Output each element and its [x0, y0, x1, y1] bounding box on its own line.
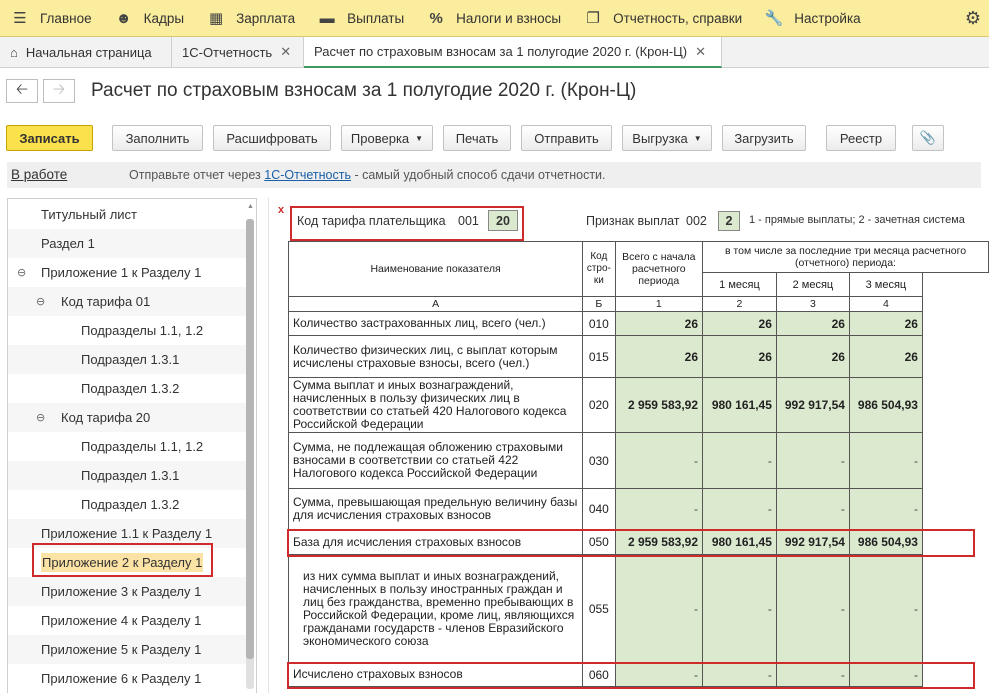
header-month-2: 2 месяц — [776, 273, 849, 297]
cell-value[interactable]: 2 959 583,92 — [615, 530, 702, 555]
tree-item-appendix-1-1[interactable]: Приложение 1.1 к Разделу 1 — [8, 519, 246, 548]
collapse-icon[interactable]: ⊖ — [17, 267, 27, 279]
cell-value[interactable]: 2 959 583,92 — [615, 378, 702, 433]
table-row — [289, 312, 989, 336]
cell-value[interactable]: - — [615, 555, 702, 663]
tab-insurance-report[interactable]: Расчет по страховым взносам за 1 полугодие 2020 г. (Крон-Ц) ✕ — [304, 37, 722, 68]
caret-down-icon: ▼ — [693, 133, 702, 143]
row-code: 015 — [583, 336, 615, 378]
tree-item-subsection-1-3-1[interactable]: Подраздел 1.3.1 — [8, 461, 246, 490]
load-button[interactable]: Загрузить — [722, 125, 806, 151]
check-dropdown[interactable]: Проверка ▼ — [341, 125, 433, 151]
cell-value[interactable]: - — [703, 663, 777, 687]
decode-button[interactable]: Расшифровать — [213, 125, 331, 151]
header-total: Всего с начала расчетного периода — [615, 242, 702, 297]
tree-item-subsection-1-3-1[interactable]: Подраздел 1.3.1 — [8, 345, 246, 374]
cell-value[interactable]: - — [703, 433, 777, 489]
arrow-left-icon: 🡠 — [15, 80, 29, 98]
column-letter: 1 — [615, 297, 702, 312]
cell-value[interactable]: 26 — [776, 312, 849, 336]
table-row — [289, 530, 989, 555]
cell-value[interactable]: - — [615, 489, 702, 530]
cell-value[interactable]: - — [703, 555, 777, 663]
row-code: 010 — [583, 312, 615, 336]
table-row — [289, 378, 989, 433]
tree-item-subsections-1-1-1-2[interactable]: Подразделы 1.1, 1.2 — [81, 439, 204, 454]
tab-home[interactable]: ⌂ Начальная страница — [0, 37, 172, 67]
tree-item-appendix-2[interactable]: Приложение 2 к Разделу 1 — [42, 555, 203, 570]
row-code: 055 — [583, 555, 615, 663]
close-icon[interactable]: ✕ — [280, 44, 292, 59]
header-code: Код стро-ки — [583, 242, 615, 297]
percent-icon: % — [429, 9, 443, 27]
cell-value[interactable]: 992 917,54 — [776, 378, 849, 433]
tree-item-title-page[interactable]: Титульный лист — [41, 207, 138, 222]
row-name: Сумма, не подлежащая обложению страховыми взносами в соответствии со статьей 422 Налогового кодекса Российской Федерации — [289, 433, 583, 489]
collapse-icon[interactable]: ⊖ — [36, 412, 46, 424]
row-code: 050 — [583, 530, 615, 555]
tab-1c-reporting[interactable]: 1С-Отчетность ✕ — [172, 37, 304, 67]
save-button[interactable]: Записать — [6, 125, 93, 151]
reports-icon: ❐ — [586, 10, 600, 27]
top-menu — [0, 0, 989, 37]
page-title: Расчет по страховым взносам за 1 полугодие 2020 г. (Крон-Ц) — [91, 80, 637, 101]
report-table — [288, 241, 989, 687]
scrollbar-thumb[interactable] — [246, 219, 254, 659]
row-code: 020 — [583, 378, 615, 433]
cell-value[interactable]: 992 917,54 — [776, 530, 849, 555]
column-letter: 4 — [849, 297, 922, 312]
collapse-icon[interactable]: ⊖ — [36, 296, 46, 308]
menu-taxes[interactable]: % Налоги и взносы — [416, 0, 573, 37]
row-code: 060 — [583, 663, 615, 687]
menu-icon: ☰ — [13, 10, 27, 27]
wallet-icon: ▬ — [319, 9, 335, 27]
calculator-icon: ▦ — [208, 10, 224, 27]
tab-bar — [0, 37, 989, 68]
cell-value[interactable]: - — [615, 663, 702, 687]
gear-icon[interactable]: ⚙ — [964, 8, 981, 28]
table-row — [289, 336, 989, 378]
registry-button[interactable]: Реестр — [826, 125, 896, 151]
table-row — [289, 555, 989, 663]
column-letter: Б — [583, 297, 615, 312]
row-name: Сумма, превышающая предельную величину базы для исчисления страховых взносов — [289, 489, 583, 530]
header-name: Наименование показателя — [289, 242, 583, 297]
row-name: Количество застрахованных лиц, всего (чел.) — [289, 312, 583, 336]
info-text: Отправьте отчет через 1С-Отчетность - самый удобный способ сдачи отчетности. — [129, 168, 606, 182]
cell-value[interactable]: - — [849, 489, 922, 530]
row-name: Количество физических лиц, с выплат которым исчислены страховые взносы, всего (чел.) — [289, 336, 583, 378]
cell-value[interactable]: 980 161,45 — [703, 378, 777, 433]
menu-payments[interactable]: ▬ Выплаты — [307, 0, 416, 37]
row-code: 030 — [583, 433, 615, 489]
column-letter: А — [289, 297, 583, 312]
cell-value[interactable]: 26 — [849, 336, 922, 378]
row-name: Исчислено страховых взносов — [289, 663, 583, 687]
header-month-1: 1 месяц — [703, 273, 777, 297]
wrench-icon: 🔧 — [764, 10, 784, 27]
tree-item-section-1[interactable]: Раздел 1 — [8, 229, 246, 258]
print-button[interactable]: Печать — [443, 125, 511, 151]
cell-value[interactable]: - — [849, 663, 922, 687]
info-bar — [7, 162, 981, 188]
cell-value[interactable]: - — [776, 433, 849, 489]
table-row — [289, 433, 989, 489]
tree-item-appendix-5[interactable]: Приложение 5 к Разделу 1 — [8, 635, 246, 664]
cell-value[interactable]: - — [615, 433, 702, 489]
header-month-3: 3 месяц — [849, 273, 922, 297]
send-button[interactable]: Отправить — [521, 125, 612, 151]
tree-item-tariff-01[interactable]: ⊖ Код тарифа 01 — [8, 287, 246, 316]
close-icon[interactable]: ✕ — [695, 43, 706, 59]
sections-tree — [7, 198, 257, 693]
attach-button[interactable] — [912, 125, 944, 151]
tree-item-subsections-1-1-1-2[interactable]: Подразделы 1.1, 1.2 — [81, 323, 204, 338]
header-last-three-months: в том числе за последние три месяца расчетного (отчетного) периода: — [703, 242, 989, 273]
people-icon: ☻ — [115, 9, 132, 27]
cell-value[interactable]: - — [703, 489, 777, 530]
row-name: из них сумма выплат и иных вознаграждений, начисленных в пользу иностранных граждан и лиц без гражданства, временно пребывающих в Российской Федерации, кроме лиц, являющихся гражданами государств - членов Евразийского экономического союза — [289, 555, 583, 663]
tree-item-subsection-1-3-2[interactable]: Подраздел 1.3.2 — [81, 381, 180, 396]
status-link[interactable]: В работе — [11, 167, 68, 182]
menu-main[interactable]: ☰ Главное — [0, 0, 104, 37]
menu-reports[interactable]: ❐ Отчетность, справки — [573, 0, 754, 37]
row-name: Сумма выплат и иных вознаграждений, начисленных в пользу физических лиц в соответствии со статьей 420 Налогового кодекса Российской Федерации — [289, 378, 583, 433]
cell-value[interactable]: - — [849, 555, 922, 663]
cell-value[interactable]: - — [776, 489, 849, 530]
tariff-line-code: 001 — [458, 214, 479, 228]
table-row — [289, 663, 989, 687]
cell-value[interactable]: 986 504,93 — [849, 378, 922, 433]
back-button[interactable] — [6, 79, 38, 103]
fill-button[interactable]: Заполнить — [112, 125, 203, 151]
cell-value[interactable]: 980 161,45 — [703, 530, 777, 555]
home-icon: ⌂ — [10, 44, 18, 60]
cell-value[interactable]: 26 — [703, 336, 777, 378]
payment-sign-note: 1 - прямые выплаты; 2 - зачетная система — [749, 214, 965, 226]
arrow-right-icon: 🡢 — [52, 80, 66, 98]
paperclip-icon: 📎 — [919, 130, 937, 145]
caret-down-icon: ▼ — [415, 133, 424, 143]
tree-item-tariff-20[interactable]: ⊖ Код тарифа 20 — [8, 403, 246, 432]
cell-value[interactable]: 986 504,93 — [849, 530, 922, 555]
cell-value[interactable]: - — [776, 663, 849, 687]
table-row — [289, 489, 989, 530]
cell-value[interactable]: 26 — [849, 312, 922, 336]
cell-value[interactable]: 26 — [615, 336, 702, 378]
1c-reporting-link[interactable]: 1С-Отчетность — [264, 168, 351, 182]
payment-sign-label: Признак выплат — [586, 214, 680, 228]
cell-value[interactable]: 26 — [703, 312, 777, 336]
tariff-code-field[interactable]: 20 — [488, 210, 518, 231]
tree-item-appendix-1[interactable]: ⊖ Приложение 1 к Разделу 1 — [17, 265, 202, 280]
cell-value[interactable]: - — [776, 555, 849, 663]
forward-button[interactable] — [43, 79, 75, 103]
payment-sign-line-code: 002 — [686, 214, 707, 228]
tree-item-appendix-3[interactable]: Приложение 3 к Разделу 1 — [8, 577, 246, 606]
row-code: 040 — [583, 489, 615, 530]
row-name: База для исчисления страховых взносов — [289, 530, 583, 555]
tree-item-subsection-1-3-2[interactable]: Подраздел 1.3.2 — [81, 497, 180, 512]
close-marker-icon: x — [278, 204, 285, 216]
menu-salary[interactable]: ▦ Зарплата — [196, 0, 307, 37]
menu-hr[interactable]: ☻ Кадры — [104, 0, 196, 37]
scroll-up-icon[interactable]: ▲ — [247, 203, 254, 210]
column-letter: 3 — [776, 297, 849, 312]
tree-item-appendix-4[interactable]: Приложение 4 к Разделу 1 — [41, 613, 202, 628]
cell-value[interactable]: - — [849, 433, 922, 489]
export-dropdown[interactable]: Выгрузка ▼ — [622, 125, 712, 151]
column-letter: 2 — [703, 297, 777, 312]
cell-value[interactable]: 26 — [615, 312, 702, 336]
sidebar-scrollbar[interactable] — [246, 219, 254, 689]
payment-sign-field[interactable]: 2 — [718, 211, 740, 231]
menu-settings[interactable]: 🔧 Настройка — [764, 10, 861, 27]
tree-item-appendix-6[interactable]: Приложение 6 к Разделу 1 — [41, 671, 202, 686]
tariff-label: Код тарифа плательщика — [297, 214, 446, 228]
cell-value[interactable]: 26 — [776, 336, 849, 378]
